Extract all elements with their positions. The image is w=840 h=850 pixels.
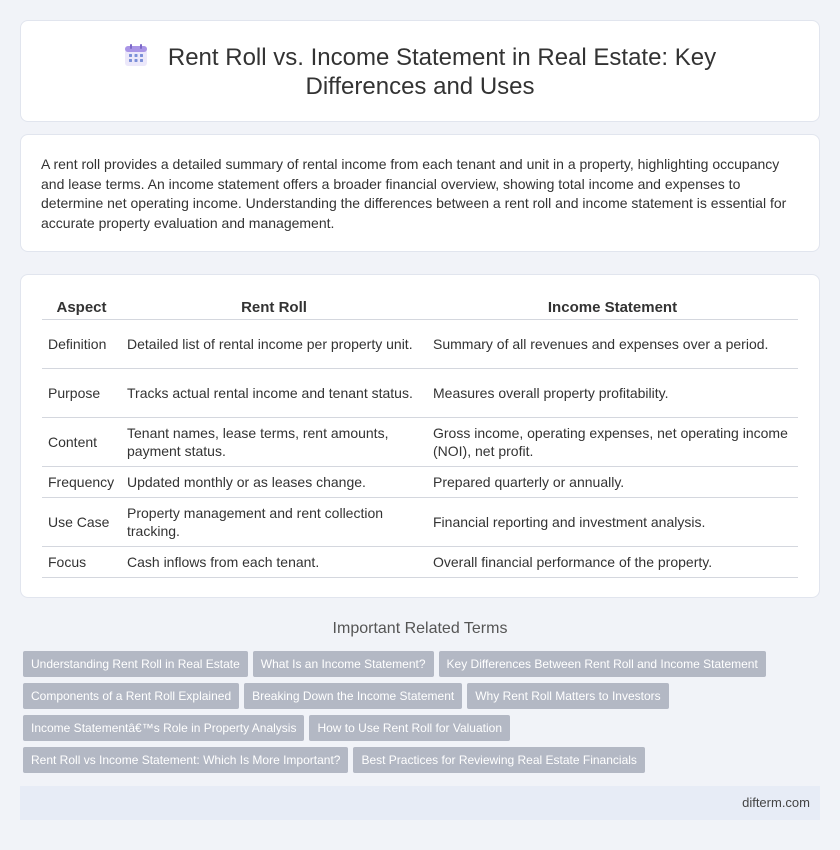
aspect-cell: Purpose [42,368,121,417]
aspect-cell: Use Case [42,497,121,546]
aspect-cell: Content [42,417,121,466]
related-term-link[interactable]: Breaking Down the Income Statement [244,683,462,709]
income-statement-cell: Financial reporting and investment analysis. [427,497,798,546]
rent-roll-cell: Property management and rent collection tracking. [121,497,427,546]
table-row [42,417,798,466]
income-statement-cell: Gross income, operating expenses, net operating income (NOI), net profit. [427,417,798,466]
table-row [42,368,798,417]
related-term-link[interactable]: Income Statementâ€™s Role in Property Analysis [23,715,304,741]
page-title: Rent Roll vs. Income Statement in Real Estate: Key Differences and Uses [167,44,717,100]
rent-roll-cell: Detailed list of rental income per property unit. [121,319,427,368]
table-header-row [42,295,798,319]
related-term-link[interactable]: What Is an Income Statement? [253,651,434,677]
tag-row [23,747,823,779]
aspect-cell: Focus [42,546,121,577]
header-rent-roll: Rent Roll [121,295,427,319]
aspect-cell: Definition [42,319,121,368]
related-term-link[interactable]: Why Rent Roll Matters to Investors [467,683,668,709]
related-term-link[interactable]: Key Differences Between Rent Roll and Income Statement [439,651,766,677]
header-aspect: Aspect [42,295,121,319]
comparison-table [42,295,798,578]
header-card [20,20,820,122]
income-statement-cell: Measures overall property profitability. [427,368,798,417]
related-term-link[interactable]: Understanding Rent Roll in Real Estate [23,651,248,677]
income-statement-cell: Overall financial performance of the property. [427,546,798,577]
table-row [42,466,798,497]
header-income-statement: Income Statement [427,295,798,319]
related-terms-list [23,651,823,779]
tag-row [23,683,823,715]
income-statement-cell: Summary of all revenues and expenses over a period. [427,319,798,368]
title-wrap [61,43,779,101]
rent-roll-cell: Tracks actual rental income and tenant status. [121,368,427,417]
related-term-link[interactable]: Best Practices for Reviewing Real Estate Financials [353,747,644,773]
comparison-card [20,274,820,598]
rent-roll-cell: Updated monthly or as leases change. [121,466,427,497]
tag-row [23,715,823,747]
aspect-cell: Frequency [42,466,121,497]
tag-row [23,651,823,683]
income-statement-cell: Prepared quarterly or annually. [427,466,798,497]
related-term-link[interactable]: Components of a Rent Roll Explained [23,683,239,709]
related-terms-heading: Important Related Terms [332,620,508,637]
rent-roll-cell: Tenant names, lease terms, rent amounts, payment status. [121,417,427,466]
table-row [42,497,798,546]
footer-site-name: difterm.com [742,795,810,810]
calendar-icon [124,43,148,67]
table-row [42,546,798,577]
related-term-link[interactable]: How to Use Rent Roll for Valuation [309,715,510,741]
intro-card [20,134,820,252]
footer [20,786,820,820]
rent-roll-cell: Cash inflows from each tenant. [121,546,427,577]
table-row [42,319,798,368]
related-term-link[interactable]: Rent Roll vs Income Statement: Which Is More Important? [23,747,348,773]
intro-paragraph: A rent roll provides a detailed summary of rental income from each tenant and unit in a property, highlighting occupancy and lease terms. An income statement offers a broader financial overview, showing total income and expenses to determine net operating income. Understanding the differences between a rent roll and income statement is essential for accurate property evaluation and management. [41,156,787,231]
